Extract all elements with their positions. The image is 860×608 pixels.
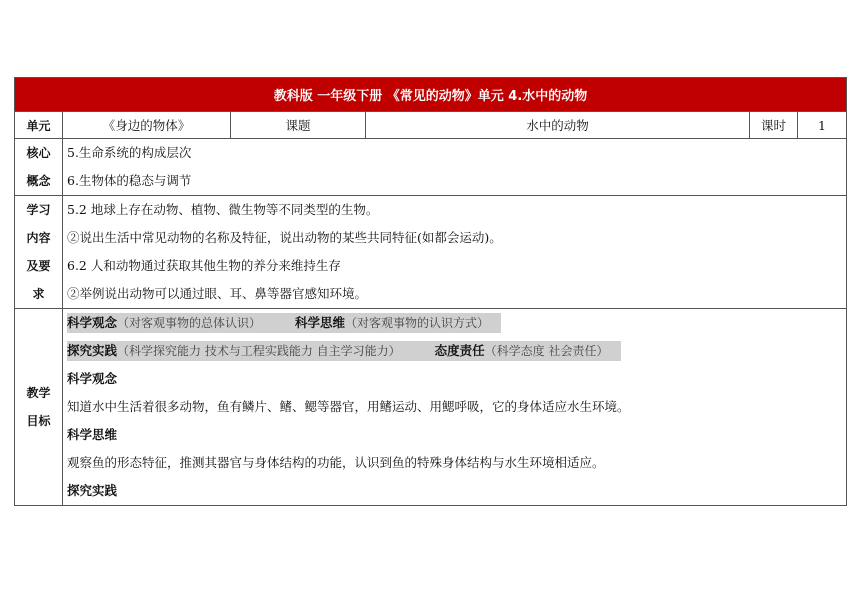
goal-section-text: 知道水中生活着很多动物，鱼有鳞片、鳍、鳃等器官，用鳍运动、用鳃呼吸，它的身体适应水生环境。 [67,399,630,414]
goal-desc: （科学态度 社会责任） [484,344,609,358]
goals-label-line: 目标 [26,414,51,428]
core-item: 5.生命系统的构成层次 [67,145,192,160]
lesson-value: 水中的动物 [366,112,750,139]
goal-desc: （对客观事物的总体认识） [117,316,262,330]
lesson-plan-document [14,77,846,506]
goal-category-row [63,309,846,337]
learning-label-line: 及要 [26,259,51,273]
goal-category-highlight [67,341,621,361]
learning-label-line: 学习 [26,203,51,217]
learning-item: ②举例说出动物可以通过眼、耳、鼻等器官感知环境。 [67,286,368,301]
learning-content [63,196,847,309]
core-item: 6.生物体的稳态与调节 [67,173,192,188]
goal-section-heading: 探究实践 [67,483,118,498]
learning-label-line: 求 [32,287,45,301]
goals-label-line: 教学 [26,386,51,400]
document-title: 教科版 一年级下册 《常见的动物》单元 4.水中的动物 [15,78,847,112]
learning-item: ②说出生活中常见动物的名称及特征，说出动物的某些共同特征(如都会运动)。 [67,230,502,245]
period-value: 1 [798,112,847,139]
learning-item: 6.2 人和动物通过获取其他生物的养分来维持生存 [67,258,341,273]
goal-section-heading: 科学观念 [67,371,118,386]
goal-category-highlight [67,313,501,333]
goal-section-text: 观察鱼的形态特征，推测其器官与身体结构的功能，认识到鱼的特殊身体结构与水生环境相适应。 [67,455,605,470]
lesson-label: 课题 [231,112,366,139]
teaching-goals-label [15,309,63,506]
learning-item: 5.2 地球上存在动物、植物、微生物等不同类型的生物。 [67,202,379,217]
goal-title: 探究实践 [67,343,118,358]
learning-content-label [15,196,63,309]
core-concept-label [15,139,63,196]
goal-desc: （科学探究能力 技术与工程实践能力 自主学习能力） [117,344,401,358]
core-label-line: 核心 [26,146,51,160]
learning-label-line: 内容 [26,231,51,245]
goal-desc: （对客观事物的认识方式） [345,316,490,330]
core-concept-content [63,139,847,196]
goal-title: 科学思维 [295,315,346,330]
goal-section-heading: 科学思维 [67,427,118,442]
core-label-line: 概念 [26,174,51,188]
unit-value: 《身边的物体》 [63,112,231,139]
period-label: 课时 [750,112,798,139]
teaching-goals-content [63,309,847,506]
goal-title: 态度责任 [434,343,485,358]
goal-title: 科学观念 [67,315,118,330]
lesson-plan-table [14,77,847,506]
goal-category-row [63,337,846,365]
unit-label: 单元 [15,112,63,139]
